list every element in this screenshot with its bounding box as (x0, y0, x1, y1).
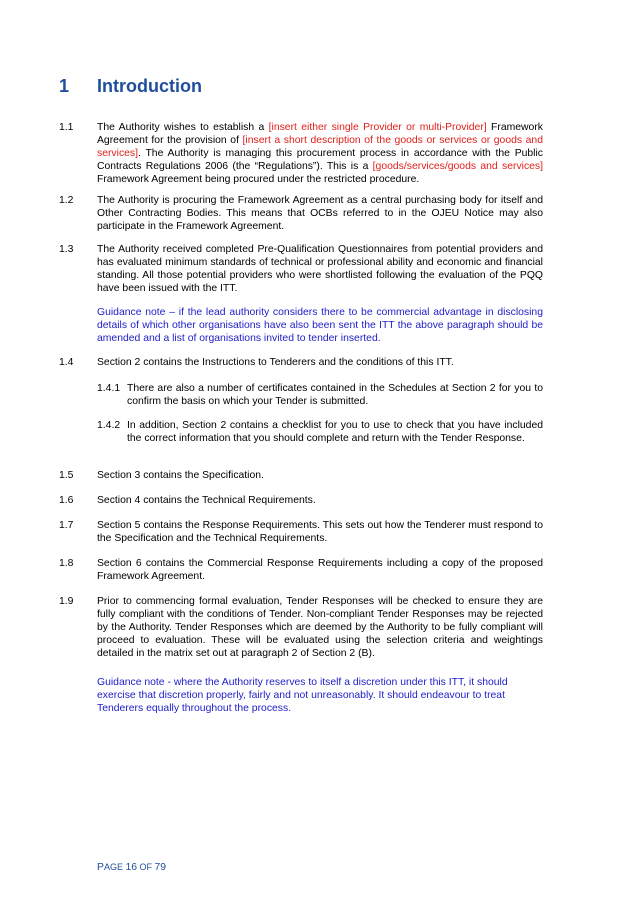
clause-number: 1.8 (59, 558, 74, 569)
clause-number: 1.4.1 (97, 383, 121, 394)
clause-text: Section 4 contains the Technical Requirements. (97, 495, 316, 506)
guidance-note: Guidance note - where the Authority reserves to itself a discretion under this ITT, it should exercise that discretion properly, fairly and not unreasonably. It should endeavour to treat Tenderers equally throughout the process. (97, 677, 508, 715)
clause-number: 1.5 (59, 470, 74, 481)
clause-text-part: Framework Agreement for the provision of (97, 122, 543, 147)
clause-number: 1.7 (59, 520, 74, 531)
footer-page-number: 16 (125, 862, 138, 873)
clause-text: There are also a number of certificates contained in the Schedules at Section 2 for you to confirm the basis on which your Tender is submitted. (127, 383, 543, 408)
guidance-note: Guidance note – if the lead authority considers there to be commercial advantage in disclosing details of which other organisations have also been sent the ITT the above paragraph should be amended and a list of organisations invited to tender inserted. (97, 307, 543, 345)
footer-page-word: AGE (103, 862, 126, 872)
clause-text (97, 121, 543, 186)
clause-text: Section 3 contains the Specification. (97, 470, 264, 481)
clause-number: 1.2 (59, 195, 74, 206)
footer-total-pages: 79 (154, 862, 167, 873)
clause-1-1 (59, 121, 543, 186)
clause-text: The Authority received completed Pre-Qualification Questionnaires from potential providers and has evaluated minimum standards of technical or professional ability and economic and financial standing. All those potential providers who were shortlisted following the evaluation of the PQQ have been issued with the ITT. (97, 244, 543, 295)
clause-text: Section 2 contains the Instructions to Tenderers and the conditions of this ITT. (97, 357, 454, 368)
placeholder-description: [insert a short description of the goods or services or goods and services] (97, 135, 543, 160)
footer-page-initial: P (97, 862, 104, 873)
clause-text: The Authority is procuring the Framework Agreement as a central purchasing body for itself and Other Contracting Bodies. This means that OCBs referred to in the OJEU Notice may also participate in the Framework Agreement. (97, 195, 543, 233)
clause-text: Section 6 contains the Commercial Response Requirements including a copy of the proposed Framework Agreement. (97, 558, 543, 583)
clause-text-part: Framework Agreement being procured under the restricted procedure. (97, 174, 420, 186)
clause-1-7 (59, 519, 543, 545)
clause-number: 1.3 (59, 244, 74, 255)
clause-number: 1.6 (59, 495, 74, 506)
clause-text-part: . The Authority is managing this procurement process in accordance with the Public Contracts Regulations 2006 (the “Regulations”). This is a (97, 148, 543, 173)
placeholder-provider-type: [insert either single Provider or multi-Provider] (268, 122, 487, 133)
clause-1-9 (59, 595, 543, 660)
section-number: 1 (59, 76, 70, 96)
clause-text: Section 5 contains the Response Requirements. This sets out how the Tenderer must respond to the Specification and the Technical Requirements. (97, 520, 543, 545)
section-title: Introduction (97, 76, 202, 96)
clause-text: Prior to commencing formal evaluation, Tender Responses will be checked to ensure they are fully compliant with the conditions of Tender. Non-compliant Tender Responses may be rejected by the Authority. Tender Responses which are deemed by the Authority to be fully compliant will proceed to evaluation. These will be evaluated using the selection criteria and weightings detailed in the matrix set out at paragraph 2 of Section 2 (B). (97, 596, 543, 660)
placeholder-goods-services: [goods/services/goods and services] (372, 161, 543, 173)
clause-1-2 (59, 194, 543, 233)
clause-number: 1.4 (59, 357, 74, 368)
clause-1-4-1 (97, 382, 543, 408)
clause-1-5 (59, 469, 543, 482)
clause-number: 1.4.2 (97, 420, 121, 431)
clause-text: In addition, Section 2 contains a checklist for you to use to check that you have included the correct information that you should complete and return with the Tender Response. (127, 420, 543, 445)
footer-of: OF (137, 862, 155, 872)
clause-1-3 (59, 243, 543, 295)
clause-1-6 (59, 494, 543, 507)
clause-number: 1.9 (59, 596, 74, 607)
clause-1-8 (59, 557, 543, 583)
page-footer (97, 862, 166, 873)
clause-number: 1.1 (59, 122, 74, 133)
clause-text-part: The Authority wishes to establish a (97, 122, 269, 133)
clause-1-4 (59, 356, 543, 369)
clause-1-4-2 (97, 419, 543, 445)
